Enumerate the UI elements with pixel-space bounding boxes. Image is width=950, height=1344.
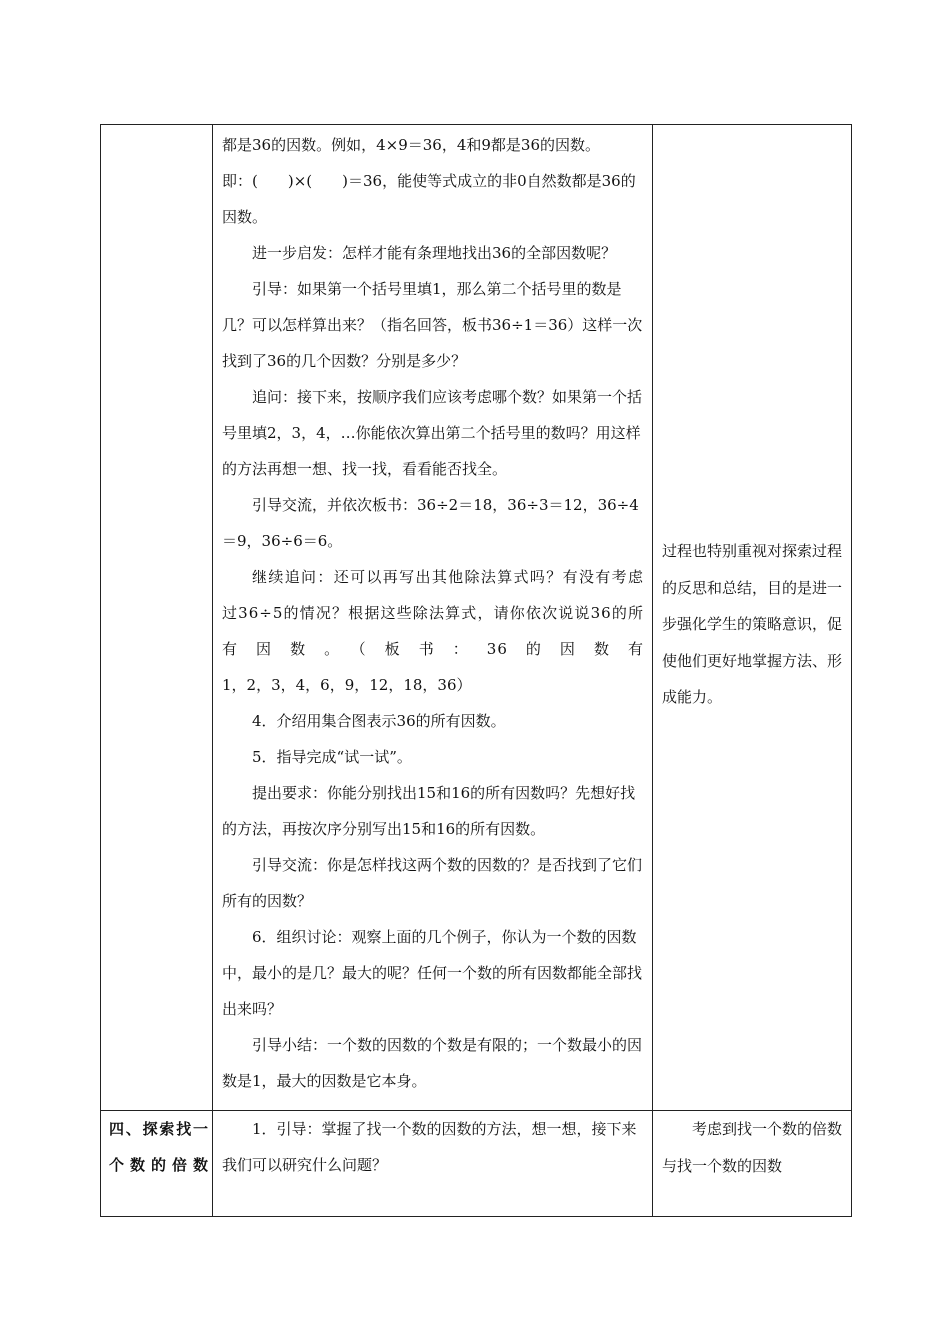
paragraph: 引导小结：一个数的因数的个数是有限的；一个数最小的因数是1，最大的因数是它本身。 (222, 1036, 643, 1090)
design-intent-text: 考虑到找一个数的倍数与找一个数的因数 (662, 1120, 843, 1175)
paragraph: 追问：接下来，按顺序我们应该考虑哪个数？如果第一个括号里填2，3，4，…你能依次算出第二个括号里的数吗？用这样的方法再想一想、找一找，看看能否找全。 (222, 388, 643, 478)
activity-cell (213, 1111, 653, 1217)
paragraph: 都是36的因数。例如，4×9＝36，4和9都是36的因数。 (222, 136, 601, 154)
stage-label: 四、探索找一个数的倍数 (109, 1120, 208, 1174)
paragraph: 继续追问：还可以再写出其他除法算式吗？有没有考虑过36÷5的情况？根据这些除法算式，请你依次说说36的所有因数。（板书：36的因数有 (222, 568, 644, 658)
paragraph: 进一步启发：怎样才能有条理地找出36的全部因数呢？ (252, 244, 617, 262)
activity-cell (213, 125, 653, 1111)
lesson-plan-table (100, 124, 852, 1217)
paragraph: 引导交流，并依次板书：36÷2＝18，36÷3＝12，36÷4＝9，36÷6＝6。 (222, 496, 639, 550)
lesson-plan-page (100, 124, 850, 1219)
table-row (101, 125, 852, 1111)
paragraph: 即：( )×( )＝36，能使等式成立的非0自然数都是36的因数。 (222, 172, 636, 226)
design-intent-text: 过程也特别重视对探索过程的反思和总结，目的是进一步强化学生的策略意识，促使他们更好地掌握方法、形成能力。 (662, 542, 843, 706)
paragraph: 1，2，3，4，6，9，12，18，36） (222, 676, 472, 694)
paragraph: 4．介绍用集合图表示36的所有因数。 (252, 712, 506, 730)
design-intent-cell (653, 125, 852, 1111)
design-intent-cell (653, 1111, 852, 1217)
stage-cell (101, 125, 213, 1111)
paragraph: 提出要求：你能分别找出15和16的所有因数吗？先想好找的方法，再按次序分别写出15和16的所有因数。 (222, 784, 636, 838)
paragraph: 5．指导完成“试一试”。 (252, 748, 412, 766)
paragraph: 引导：如果第一个括号里填1，那么第二个括号里的数是几？可以怎样算出来？（指名回答，板书36÷1＝36）这样一次找到了36的几个因数？分别是多少？ (222, 280, 643, 370)
paragraph: 6．组织讨论：观察上面的几个例子，你认为一个数的因数中，最小的是几？最大的呢？任何一个数的所有因数都能全部找出来吗？ (222, 928, 643, 1018)
table-row (101, 1111, 852, 1217)
stage-cell (101, 1111, 213, 1217)
paragraph: 1．引导：掌握了找一个数的因数的方法，想一想，接下来我们可以研究什么问题？ (222, 1120, 637, 1174)
paragraph: 引导交流：你是怎样找这两个数的因数的？是否找到了它们所有的因数？ (222, 856, 643, 910)
